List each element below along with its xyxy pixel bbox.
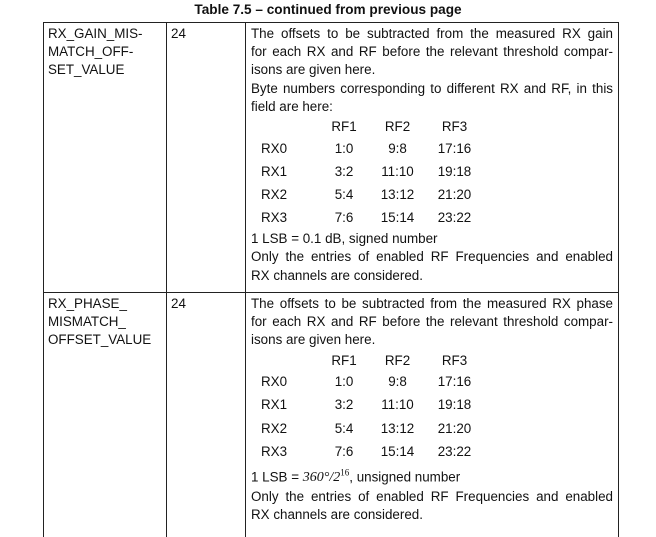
table-cell: 1:0: [334, 140, 354, 156]
description-line: isons are given here.: [251, 332, 376, 348]
field-name: [48, 295, 166, 350]
lsb-note: 1 LSB = 0.1 dB, signed number: [251, 231, 438, 247]
lsb-note: [251, 464, 613, 488]
table-cell: 7:6: [334, 444, 354, 460]
lsb-suffix: , unsigned number: [349, 469, 461, 485]
description-line: The offsets to be subtracted from the measured RX phase: [251, 296, 613, 311]
table-cell: 15:14: [380, 210, 415, 226]
table-row: [251, 207, 483, 230]
field-name-line: MISMATCH_: [48, 314, 126, 330]
description-line: RX channels are considered.: [251, 506, 423, 522]
description-line: Only the entries of enabled RF Frequencies and enabled: [251, 488, 613, 504]
description-line: field are here:: [251, 98, 333, 114]
table-cell: 13:12: [380, 187, 415, 203]
table-row: [251, 371, 483, 394]
byte-map-table: [251, 118, 483, 230]
table-top-rule: [43, 22, 619, 23]
row-label: RX1: [261, 397, 288, 413]
table-cell: 21:20: [437, 187, 472, 203]
row-label: RX0: [261, 374, 288, 390]
row-label: RX1: [261, 163, 288, 179]
table-row: [251, 184, 483, 207]
table-row: [251, 137, 483, 160]
table-cell: 11:10: [381, 397, 414, 413]
table-cell: 23:22: [437, 444, 472, 460]
column-header-rf3: RF3: [441, 352, 468, 368]
table-cell: 5:4: [334, 420, 354, 436]
description-line: isons are given here.: [251, 62, 376, 78]
lsb-formula-base: 360°/2: [302, 470, 341, 486]
description-line: Byte numbers corresponding to different RX and RF, in this: [251, 80, 613, 96]
table-cell: 19:18: [437, 397, 472, 413]
field-name-line: RX_PHASE_: [48, 296, 127, 311]
row-label: RX2: [261, 187, 288, 203]
column-divider-2: [245, 22, 246, 537]
table-cell: 1:0: [334, 374, 354, 390]
table-cell: 5:4: [334, 187, 354, 203]
field-name-line: RX_GAIN_MIS-: [48, 26, 143, 41]
table-cell: 9:8: [388, 374, 407, 390]
table-cell: 7:6: [334, 210, 354, 226]
field-description: [251, 25, 613, 285]
table-cell: 3:2: [334, 397, 354, 413]
column-divider-1: [166, 22, 167, 537]
column-header-rf3: RF3: [441, 119, 468, 135]
field-name-line: SET_VALUE: [48, 62, 125, 78]
column-header-rf2: RF2: [384, 119, 411, 135]
row-label: RX2: [261, 420, 288, 436]
row-separator: [43, 292, 619, 293]
table-cell: 21:20: [437, 420, 472, 436]
table-cell: 15:14: [380, 444, 415, 460]
lsb-formula: [302, 467, 350, 486]
description-line: The offsets to be subtracted from the measured RX gain: [251, 26, 613, 41]
table-cell: 3:2: [334, 163, 354, 179]
description-line: RX channels are considered.: [251, 267, 423, 283]
field-description: [251, 295, 613, 524]
field-name-line: OFFSET_VALUE: [48, 332, 152, 348]
row-label: RX0: [261, 140, 288, 156]
table-cell: 23:22: [437, 210, 472, 226]
description-line: for each RX and RF before the relevant threshold compar-: [251, 314, 613, 330]
row-label: RX3: [261, 444, 288, 460]
byte-map-table: [251, 352, 483, 464]
table-row: [251, 417, 483, 440]
table-cell: 17:16: [437, 374, 472, 390]
field-name: [48, 25, 166, 80]
table-border-left: [43, 22, 44, 537]
column-header-rf1: RF1: [331, 352, 357, 368]
table-row: [251, 160, 483, 183]
description-line: Only the entries of enabled RF Frequencies and enabled: [251, 249, 613, 265]
field-size: 24: [171, 26, 186, 41]
field-size: 24: [171, 296, 186, 311]
table-row: [251, 394, 483, 417]
field-name-line: MATCH_OFF-: [48, 44, 134, 60]
table-cell: 13:12: [380, 420, 415, 436]
table-caption: Table 7.5 – continued from previous page: [194, 2, 462, 17]
column-header-rf2: RF2: [384, 352, 411, 368]
column-header-rf1: RF1: [331, 119, 357, 135]
table-cell: 9:8: [388, 140, 407, 156]
table-cell: 17:16: [437, 140, 472, 156]
table-cell: 19:18: [437, 163, 472, 179]
description-line: for each RX and RF before the relevant threshold compar-: [251, 44, 613, 60]
lsb-formula-exponent: 16: [340, 467, 350, 478]
table-row: [251, 441, 483, 464]
row-label: RX3: [261, 210, 288, 226]
table-cell: 11:10: [381, 163, 414, 179]
table-border-right: [618, 22, 619, 537]
lsb-prefix: 1 LSB =: [251, 469, 303, 485]
